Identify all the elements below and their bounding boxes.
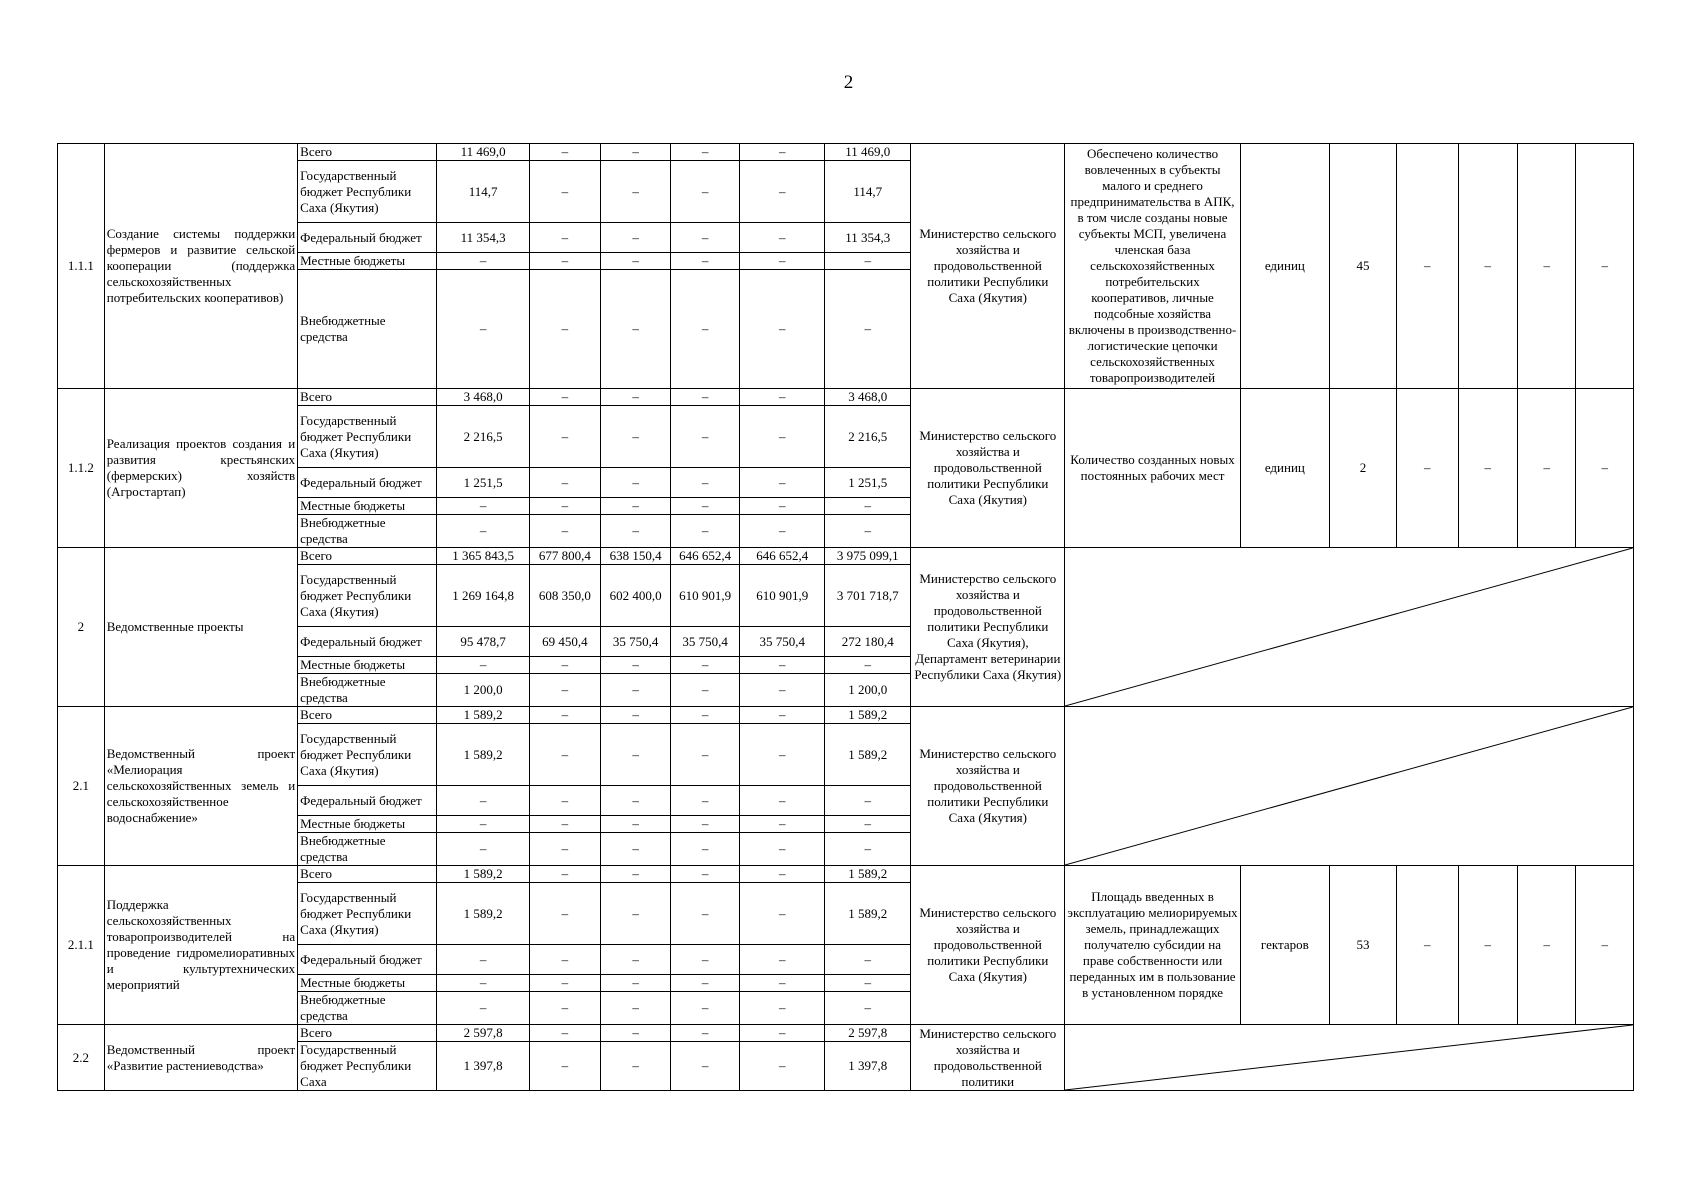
page-number: 2 <box>843 72 854 93</box>
funding-value: – <box>671 1042 740 1091</box>
row-number: 1.1.2 <box>58 389 105 548</box>
funding-value: – <box>740 468 825 498</box>
measure-name: Реализация проектов создания и развития крестьянских (фермерских) хозяйств (Агростартап) <box>104 389 297 548</box>
crossed-out-cell <box>1065 707 1634 866</box>
funding-value: – <box>601 1025 671 1042</box>
row-number: 2 <box>58 548 105 707</box>
target-year-value: – <box>1518 144 1576 389</box>
measure-name: Поддержка сельскохозяйственных товаропроизводителей на проведение гидромелиоративных и культуртехнических мероприятий <box>104 866 297 1025</box>
funding-value: – <box>437 498 529 515</box>
funding-value: – <box>529 883 600 945</box>
funding-value: – <box>529 724 600 786</box>
funding-value: – <box>740 253 825 270</box>
funding-value: – <box>671 515 740 548</box>
result-indicator: Количество созданных новых постоянных рабочих мест <box>1065 389 1240 548</box>
funding-value: – <box>740 992 825 1025</box>
funding-value: – <box>740 270 825 389</box>
funding-value: 1 200,0 <box>825 674 911 707</box>
funding-value: 3 468,0 <box>437 389 529 406</box>
funding-value: 35 750,4 <box>601 627 671 657</box>
funding-value: – <box>671 161 740 223</box>
row-number: 2.1.1 <box>58 866 105 1025</box>
funding-value: – <box>601 707 671 724</box>
funding-value: – <box>437 975 529 992</box>
target-value: 45 <box>1329 144 1396 389</box>
funding-value: – <box>529 144 600 161</box>
funding-value: – <box>529 866 600 883</box>
funding-value: – <box>740 1042 825 1091</box>
funding-source: Государственный бюджет Республики Саха (Якутия) <box>298 161 437 223</box>
unit-of-measure: единиц <box>1240 144 1329 389</box>
funding-value: 1 589,2 <box>437 707 529 724</box>
funding-value: – <box>740 144 825 161</box>
funding-value: – <box>671 975 740 992</box>
funding-value: – <box>529 786 600 816</box>
funding-value: 1 589,2 <box>825 724 911 786</box>
funding-value: – <box>740 945 825 975</box>
funding-value: – <box>740 515 825 548</box>
funding-source: Местные бюджеты <box>298 975 437 992</box>
funding-value: – <box>437 833 529 866</box>
funding-source: Всего <box>298 707 437 724</box>
table-row <box>58 389 1634 406</box>
funding-value: – <box>671 657 740 674</box>
funding-value: – <box>740 657 825 674</box>
funding-value: – <box>825 786 911 816</box>
funding-value: 1 589,2 <box>437 883 529 945</box>
funding-value: – <box>437 786 529 816</box>
funding-value: – <box>671 498 740 515</box>
funding-value: 35 750,4 <box>671 627 740 657</box>
responsible-executor: Министерство сельского хозяйства и продовольственной политики Республики Саха (Якутия) <box>911 144 1065 389</box>
diagonal-line <box>1065 707 1633 865</box>
funding-value: 1 365 843,5 <box>437 548 529 565</box>
table-row <box>58 144 1634 161</box>
funding-value: – <box>437 253 529 270</box>
funding-value: – <box>601 515 671 548</box>
funding-value: – <box>529 515 600 548</box>
funding-value: – <box>601 945 671 975</box>
funding-source: Государственный бюджет Республики Саха (Якутия) <box>298 406 437 468</box>
funding-source: Всего <box>298 548 437 565</box>
funding-source: Местные бюджеты <box>298 816 437 833</box>
funding-value: – <box>671 389 740 406</box>
funding-value: – <box>601 657 671 674</box>
responsible-executor: Министерство сельского хозяйства и продовольственной политики Республики Саха (Якутия) <box>911 866 1065 1025</box>
funding-value: – <box>740 786 825 816</box>
funding-value: – <box>601 883 671 945</box>
unit-of-measure: гектаров <box>1240 866 1329 1025</box>
funding-value: 3 975 099,1 <box>825 548 911 565</box>
funding-value: 1 397,8 <box>437 1042 529 1091</box>
funding-value: 2 216,5 <box>437 406 529 468</box>
table-row <box>58 866 1634 883</box>
funding-value: – <box>529 161 600 223</box>
funding-value: – <box>740 161 825 223</box>
diagonal-line <box>1065 548 1633 706</box>
funding-value: 608 350,0 <box>529 565 600 627</box>
funding-source: Федеральный бюджет <box>298 223 437 253</box>
funding-source: Федеральный бюджет <box>298 786 437 816</box>
funding-value: – <box>825 992 911 1025</box>
funding-value: – <box>437 816 529 833</box>
target-year-value: – <box>1458 144 1518 389</box>
funding-value: – <box>740 724 825 786</box>
funding-value: – <box>740 816 825 833</box>
funding-value: – <box>529 674 600 707</box>
funding-value: – <box>825 975 911 992</box>
funding-value: – <box>740 389 825 406</box>
funding-value: 3 701 718,7 <box>825 565 911 627</box>
funding-value: 646 652,4 <box>740 548 825 565</box>
funding-value: – <box>601 992 671 1025</box>
funding-value: 114,7 <box>825 161 911 223</box>
funding-value: – <box>671 945 740 975</box>
funding-value: 272 180,4 <box>825 627 911 657</box>
funding-value: – <box>825 253 911 270</box>
funding-value: – <box>529 707 600 724</box>
funding-value: – <box>825 498 911 515</box>
table-row <box>58 548 1634 565</box>
target-year-value: – <box>1396 389 1458 548</box>
funding-source: Всего <box>298 389 437 406</box>
funding-value: – <box>825 515 911 548</box>
funding-value: – <box>601 253 671 270</box>
row-number: 2.1 <box>58 707 105 866</box>
target-year-value: – <box>1396 144 1458 389</box>
target-year-value: – <box>1518 389 1576 548</box>
responsible-executor: Министерство сельского хозяйства и продовольственной политики Республики Саха (Якутия) <box>911 389 1065 548</box>
funding-source: Всего <box>298 144 437 161</box>
funding-source: Всего <box>298 866 437 883</box>
responsible-executor: Министерство сельского хозяйства и продовольственной политики Республики Саха (Якутия) <box>911 707 1065 866</box>
funding-value: 646 652,4 <box>671 548 740 565</box>
funding-source: Внебюджетные средства <box>298 833 437 866</box>
funding-value: – <box>601 833 671 866</box>
funding-value: – <box>601 223 671 253</box>
unit-of-measure: единиц <box>1240 389 1329 548</box>
funding-value: 610 901,9 <box>740 565 825 627</box>
funding-value: 677 800,4 <box>529 548 600 565</box>
funding-value: – <box>825 816 911 833</box>
diagonal-line <box>1065 1025 1633 1090</box>
funding-source: Местные бюджеты <box>298 253 437 270</box>
funding-value: 610 901,9 <box>671 565 740 627</box>
funding-source: Внебюджетные средства <box>298 992 437 1025</box>
funding-value: – <box>825 833 911 866</box>
target-value: 53 <box>1329 866 1396 1025</box>
funding-value: – <box>671 724 740 786</box>
funding-value: – <box>825 657 911 674</box>
funding-value: – <box>671 816 740 833</box>
funding-value: – <box>601 674 671 707</box>
funding-value: 1 589,2 <box>825 866 911 883</box>
result-indicator: Обеспечено количество вовлеченных в субъекты малого и среднего предпринимательства в АПК, в том числе созданы новые субъекты МСП, увеличена членская база сельскохозяйственных потребительских кооперативов, личные подсобные хозяйства включены в производственно-логистические цепочки сельскохозяйственных товаропроизводителей <box>1065 144 1240 389</box>
row-number: 1.1.1 <box>58 144 105 389</box>
funding-value: – <box>529 406 600 468</box>
funding-value: 1 589,2 <box>437 724 529 786</box>
table-row <box>58 1025 1634 1042</box>
funding-value: – <box>671 468 740 498</box>
funding-value: – <box>671 883 740 945</box>
funding-value: – <box>529 223 600 253</box>
funding-source: Внебюджетные средства <box>298 515 437 548</box>
funding-value: – <box>740 674 825 707</box>
target-year-value: – <box>1576 866 1634 1025</box>
funding-value: – <box>529 389 600 406</box>
funding-value: – <box>529 657 600 674</box>
funding-value: – <box>671 406 740 468</box>
funding-value: – <box>529 992 600 1025</box>
funding-value: 1 269 164,8 <box>437 565 529 627</box>
target-year-value: – <box>1576 144 1634 389</box>
funding-source: Федеральный бюджет <box>298 627 437 657</box>
funding-value: 1 200,0 <box>437 674 529 707</box>
funding-value: 69 450,4 <box>529 627 600 657</box>
measure-name: Ведомственный проект «Мелиорация сельскохозяйственных земель и сельскохозяйственное водоснабжение» <box>104 707 297 866</box>
funding-value: – <box>671 707 740 724</box>
funding-source: Внебюджетные средства <box>298 270 437 389</box>
funding-value: 114,7 <box>437 161 529 223</box>
funding-value: 3 468,0 <box>825 389 911 406</box>
target-value: 2 <box>1329 389 1396 548</box>
funding-value: 11 354,3 <box>437 223 529 253</box>
funding-value: – <box>740 1025 825 1042</box>
funding-value: – <box>740 223 825 253</box>
funding-value: 638 150,4 <box>601 548 671 565</box>
funding-value: – <box>825 945 911 975</box>
funding-value: – <box>671 786 740 816</box>
funding-value: – <box>437 515 529 548</box>
measure-name: Ведомственный проект «Развитие растениеводства» <box>104 1025 297 1091</box>
funding-value: 1 589,2 <box>825 883 911 945</box>
measure-name: Ведомственные проекты <box>104 548 297 707</box>
funding-value: 1 589,2 <box>825 707 911 724</box>
funding-source: Местные бюджеты <box>298 498 437 515</box>
funding-value: 1 397,8 <box>825 1042 911 1091</box>
funding-value: – <box>671 674 740 707</box>
funding-value: – <box>529 1042 600 1091</box>
funding-value: – <box>601 975 671 992</box>
funding-value: – <box>740 707 825 724</box>
responsible-executor: Министерство сельского хозяйства и продовольственной политики <box>911 1025 1065 1091</box>
funding-value: – <box>671 866 740 883</box>
funding-value: – <box>825 270 911 389</box>
funding-value: – <box>601 1042 671 1091</box>
funding-value: 2 597,8 <box>437 1025 529 1042</box>
funding-value: – <box>671 253 740 270</box>
funding-source: Государственный бюджет Республики Саха (Якутия) <box>298 883 437 945</box>
result-indicator: Площадь введенных в эксплуатацию мелиорируемых земель, принадлежащих получателю субсидии на праве собственности или переданных им в пользование в установленном порядке <box>1065 866 1240 1025</box>
funding-value: 1 251,5 <box>825 468 911 498</box>
funding-value: – <box>437 657 529 674</box>
funding-source: Федеральный бюджет <box>298 945 437 975</box>
target-year-value: – <box>1458 389 1518 548</box>
funding-value: – <box>740 975 825 992</box>
funding-value: – <box>740 866 825 883</box>
target-year-value: – <box>1576 389 1634 548</box>
row-number: 2.2 <box>58 1025 105 1091</box>
funding-value: – <box>601 406 671 468</box>
funding-value: – <box>529 468 600 498</box>
funding-value: – <box>671 833 740 866</box>
funding-source: Государственный бюджет Республики Саха (Якутия) <box>298 565 437 627</box>
funding-value: 1 589,2 <box>437 866 529 883</box>
funding-value: – <box>601 786 671 816</box>
crossed-out-cell <box>1065 1025 1634 1091</box>
funding-value: – <box>437 270 529 389</box>
funding-value: – <box>601 816 671 833</box>
funding-value: – <box>601 144 671 161</box>
funding-value: – <box>740 883 825 945</box>
measure-name: Создание системы поддержки фермеров и развитие сельской кооперации (поддержка сельскохозяйственных потребительских кооперативов) <box>104 144 297 389</box>
funding-value: – <box>671 223 740 253</box>
target-year-value: – <box>1396 866 1458 1025</box>
funding-value: – <box>601 161 671 223</box>
table-row <box>58 707 1634 724</box>
funding-value: 11 469,0 <box>437 144 529 161</box>
funding-source: Внебюджетные средства <box>298 674 437 707</box>
program-table <box>57 143 1634 1091</box>
funding-source: Государственный бюджет Республики Саха (Якутия) <box>298 724 437 786</box>
funding-value: 35 750,4 <box>740 627 825 657</box>
funding-source: Федеральный бюджет <box>298 468 437 498</box>
funding-value: – <box>529 975 600 992</box>
funding-value: – <box>601 866 671 883</box>
funding-value: – <box>529 945 600 975</box>
funding-value: – <box>740 833 825 866</box>
funding-value: – <box>671 992 740 1025</box>
target-year-value: – <box>1458 866 1518 1025</box>
funding-value: – <box>601 724 671 786</box>
funding-value: – <box>529 1025 600 1042</box>
funding-source: Всего <box>298 1025 437 1042</box>
funding-value: – <box>671 144 740 161</box>
funding-value: – <box>437 945 529 975</box>
funding-value: 602 400,0 <box>601 565 671 627</box>
funding-value: – <box>529 833 600 866</box>
funding-value: 11 354,3 <box>825 223 911 253</box>
funding-value: – <box>671 1025 740 1042</box>
funding-value: 2 216,5 <box>825 406 911 468</box>
funding-value: – <box>601 468 671 498</box>
funding-value: 11 469,0 <box>825 144 911 161</box>
funding-source: Государственный бюджет Республики Саха <box>298 1042 437 1091</box>
funding-value: – <box>740 406 825 468</box>
funding-value: – <box>529 816 600 833</box>
funding-source: Местные бюджеты <box>298 657 437 674</box>
target-year-value: – <box>1518 866 1576 1025</box>
funding-value: – <box>740 498 825 515</box>
funding-value: – <box>601 270 671 389</box>
funding-value: 95 478,7 <box>437 627 529 657</box>
funding-value: – <box>529 253 600 270</box>
funding-value: – <box>671 270 740 389</box>
funding-value: – <box>529 270 600 389</box>
funding-value: – <box>437 992 529 1025</box>
funding-value: 2 597,8 <box>825 1025 911 1042</box>
funding-value: – <box>601 389 671 406</box>
funding-value: 1 251,5 <box>437 468 529 498</box>
funding-value: – <box>601 498 671 515</box>
funding-value: – <box>529 498 600 515</box>
crossed-out-cell <box>1065 548 1634 707</box>
responsible-executor: Министерство сельского хозяйства и продовольственной политики Республики Саха (Якутия), Департамент ветеринарии Республики Саха (Якутия) <box>911 548 1065 707</box>
